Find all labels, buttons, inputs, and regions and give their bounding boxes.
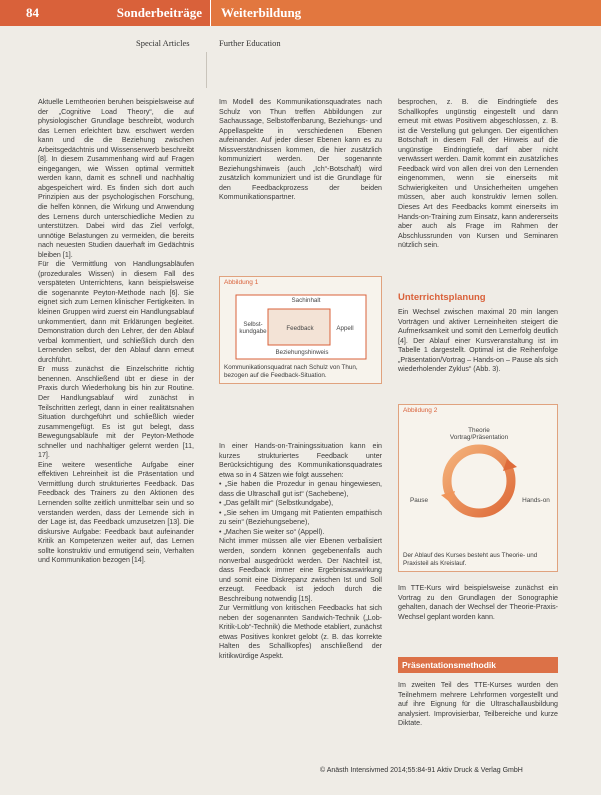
paragraph: Zur Vermittlung von kritischen Feedbacks hat sich neben der sogenannten Sandwich-Technik („Lob-Kritik-Lob“-Technik) die Methode etabliert, zunächst etwas Positives konkret gelobt (z. B. das korrekte Halten des Schallkopfes) anschließend der kritikwürdige Aspekt. [219, 604, 382, 661]
diagram-label-left: Selbst-kundgabe [239, 321, 267, 335]
page-footer: © Anästh Intensivmed 2014;55:84-91 Aktiv Druck & Verlag GmbH [320, 767, 523, 774]
heading-praesentationsmethodik: Präsentationsmethodik [398, 657, 558, 673]
paragraph: Im TTE-Kurs wird beispielsweise zunächst ein Vortrag zu den Grundlagen der Sonographie gehalten, danach der Wechsel der Theorie-Praxis-Wechsel geplant worden kann. [398, 584, 558, 621]
figure-caption: Kommunikationsquadrat nach Schulz von Thun, bezogen auf die Feedback-Situation. [224, 364, 358, 379]
list-item: • „Sie haben die Prozedur in genau hingewiesen, dass die Ultraschall gut ist“ (Sachebene), [219, 480, 382, 498]
list-item: • „Das gefällt mir“ (Selbstkundgabe), [219, 499, 334, 508]
figure-label: Abbildung 2 [403, 407, 438, 414]
cycle-label-left: Pause [409, 497, 429, 504]
figure-caption: Der Ablauf des Kurses besteht aus Theorie- und Praxisteil als Kreislauf. [403, 552, 538, 567]
page-header [0, 0, 601, 26]
cycle-label-right: Hands-on [522, 497, 550, 504]
subheader-left: Special Articles [136, 38, 190, 48]
page-number: 84 [26, 5, 39, 20]
diagram-label-top: Sachinhalt [291, 297, 321, 304]
paragraph: besprochen, z. B. die Eindringtiefe des Schallkopfes ungünstig eingestellt und dann erneut mit etwas Positivem abgeschlossen, z. B. ist die Verstellung gut gelungen. Der eigentlichen Botschaft in diesem Fall der Hinweis auf die ungünstige Eindringtiefe, darf aber nicht verwässert werden. Damit kommt ein zusätzliches Feedback wird von allen drei von den Lernenden eingenommen, wenn sie einerseits mit Schwierigkeiten und Unsicherheiten umgehen müssen, aber auch konstruktiv lernen sollen. Dieses Art des Feedbacks kommt einerseits im Hands-on-Training zum Einsatz, kann andererseits aber auch als Frage im Rahmen der Abschlussrunden von Kursen und Seminaren nützlich sein. [398, 98, 558, 250]
column-2-top [219, 98, 382, 268]
paragraph: Er muss zunächst die Einzelschritte richtig benennen. Anschließend übt er diese in der Praxis durch Wiederholung bis hin zur Routine. Der Handlungsablauf wird zunächst in Teilschritten zerlegt, dann in einer realitätsnahen Situation durchgeführt und schließlich wieder zusammengefügt. Es ist gut belegt, dass Bewegungsabläufe mit der Peyton-Methode schneller und nachhaltiger gelernt werden [11, 17]. [38, 365, 194, 460]
paragraph: Aktuelle Lerntheorien beruhen beispielsweise auf der „Cognitive Load Theory“, die auf physiologischer Grundlage beschreibt, wodurch das Lernen erleichtert bzw. erschwert werden kann und die die Beziehung zwischen Arbeitsgedächtnis und Wissenserwerb beschreibt [8]. In diesem Zusammenhang wird auf Fragen eingegangen, wie Wissen optimal vermittelt werden kann, damit es schnell und nachhaltig abgespeichert wird. Es finden sich dort auch Prinzipien aus der psychologischen Forschung, die helfen können, die Wirkung und Anwendung des Lernens durch unterschiedliche Medien zu unterstützen. Dabei wird das Ziel verfolgt, unnötige Belastungen zu vermeiden, die bereits nach neuesten Studien dauerhaft im Gedächtnis bleiben [1]. [38, 98, 194, 259]
column-1 [38, 98, 194, 755]
paragraph: Für die Vermittlung von Handlungsabläufen (prozedurales Wissen) in diesem Fall des verspäteten Unterrichtens, kann beispielsweise die sogenannte Peyton-Methode nach [6]. Sie eignet sich zum Lernen klinischer Fertigkeiten. In kleinen Gruppen wird zuerst ein Handlungsablauf unkommentiert, dann mit Erklärungen begleitet. Demonstration durch den Lehrer, der den Ablauf verbal kommentiert, und schließlich durch den Lernenden selbst, der den Ablauf dann erneut durchführt. [38, 260, 194, 364]
cycle-label-top: Theorie Vortrag/Präsentation [449, 427, 509, 441]
list-item: • „Sie sehen im Umgang mit Patienten empathisch zu sein“ (Beziehungsebene), [219, 508, 382, 527]
paragraph: Ein Wechsel zwischen maximal 20 min langen Vorträgen und aktiver Lerneinheiten steigert die Aufmerksamkeit und somit den Lernerfolg deutlich [4]. Der Ablauf einer Kursveranstaltung ist im Tabelle 1 dargestellt. Optimal ist die Reihenfolge „Präsentation/Vortrag – Hands-on – Pause als sich wiederholender Zyklus“ (Abb. 3). [398, 308, 558, 374]
diagram-label-bottom: Beziehungshinweis [275, 349, 329, 356]
section-title-left: Sonderbeiträge [116, 5, 202, 20]
paragraph: Nicht immer müssen alle vier Ebenen verbalisiert werden, sondern können gegebenenfalls auch nonverbal ausgedrückt werden. Der Nachteil ist, dass Feedback immer eine Ergebnisauswirkung und somit eine Diskrepanz zwischen Ist und Soll erzeugt. Feedback ist jedoch durch die Beschreibung notwendig [15]. [219, 537, 382, 603]
diagram-label-right: Appell [336, 325, 354, 332]
paragraph: Im zweiten Teil des TTE-Kurses wurden den Teilnehmern mehrere Lehrformen vorgestellt und auf ihre Eignung für die Ultraschallausbildung analysiert. Improvisierbar, Teilbereiche und kurze Diktate. [398, 681, 558, 728]
column-3-unterrichtsplanung [398, 308, 558, 398]
figure-label: Abbildung 1 [224, 279, 259, 286]
header-right-band [211, 0, 601, 26]
header-left-band [0, 0, 210, 26]
list-item: • „Machen Sie weiter so“ (Appell). [219, 527, 325, 536]
column-2-bottom [219, 442, 382, 772]
diagram-label-center: Feedback [286, 325, 314, 332]
column-divider [206, 52, 207, 88]
paragraph: Eine weitere wesentliche Aufgabe einer effektiven Lehreinheit ist die Präsentation und Vermittlung durch strukturiertes Feedback. Das Feedback des Trainers zu den Aktionen des Lernenden sollte zeitlich unmittelbar sein und so verstanden werden, dass der Lernende sich in der Lage ist, das Feedback umzusetzen [13]. Die diskursive Aufgabe: Feedback baut aufeinander Kritik an Kompetenzen weiter auf, das Lernen sollte konstruktiv und ermutigend sein, Verhalten und Kommunikation bezogen [14]. [38, 460, 194, 565]
column-3-mid [398, 584, 558, 644]
section-title-right: Weiterbildung [221, 5, 302, 20]
figure-1 [219, 276, 382, 384]
column-3-top [398, 98, 558, 253]
heading-unterrichtsplanung: Unterrichtsplanung [398, 292, 486, 303]
paragraph: Im Modell des Kommunikationsquadrates nach Schulz von Thun treffen Abbildungen zur Sachaussage, Selbstoffenbarung, Beziehungs- und Appellaspekte in verschiedenen Ebenen aufeinander. Auf jeder dieser Ebenen kann es zu Missverständnissen kommen, die hier zusätzlich kommuniziert werden. Der sogenannte Beziehungshinweis (auch „Ich“-Botschaft) wird zusätzlich kommuniziert und ist die Grundlage für den Feedbackprozess der beiden Kommunikationspartner. [219, 98, 382, 202]
paragraph: In einer Hands-on-Trainingssituation kann ein kurzes strukturiertes Feedback unter Berücksichtigung des Kommunikationsquadrates etwa so in 4 Sätzen wie folgt aussehen: [219, 442, 382, 479]
figure-2 [398, 404, 558, 572]
subheader-right: Further Education [219, 38, 281, 48]
column-3-praesentation [398, 681, 558, 756]
